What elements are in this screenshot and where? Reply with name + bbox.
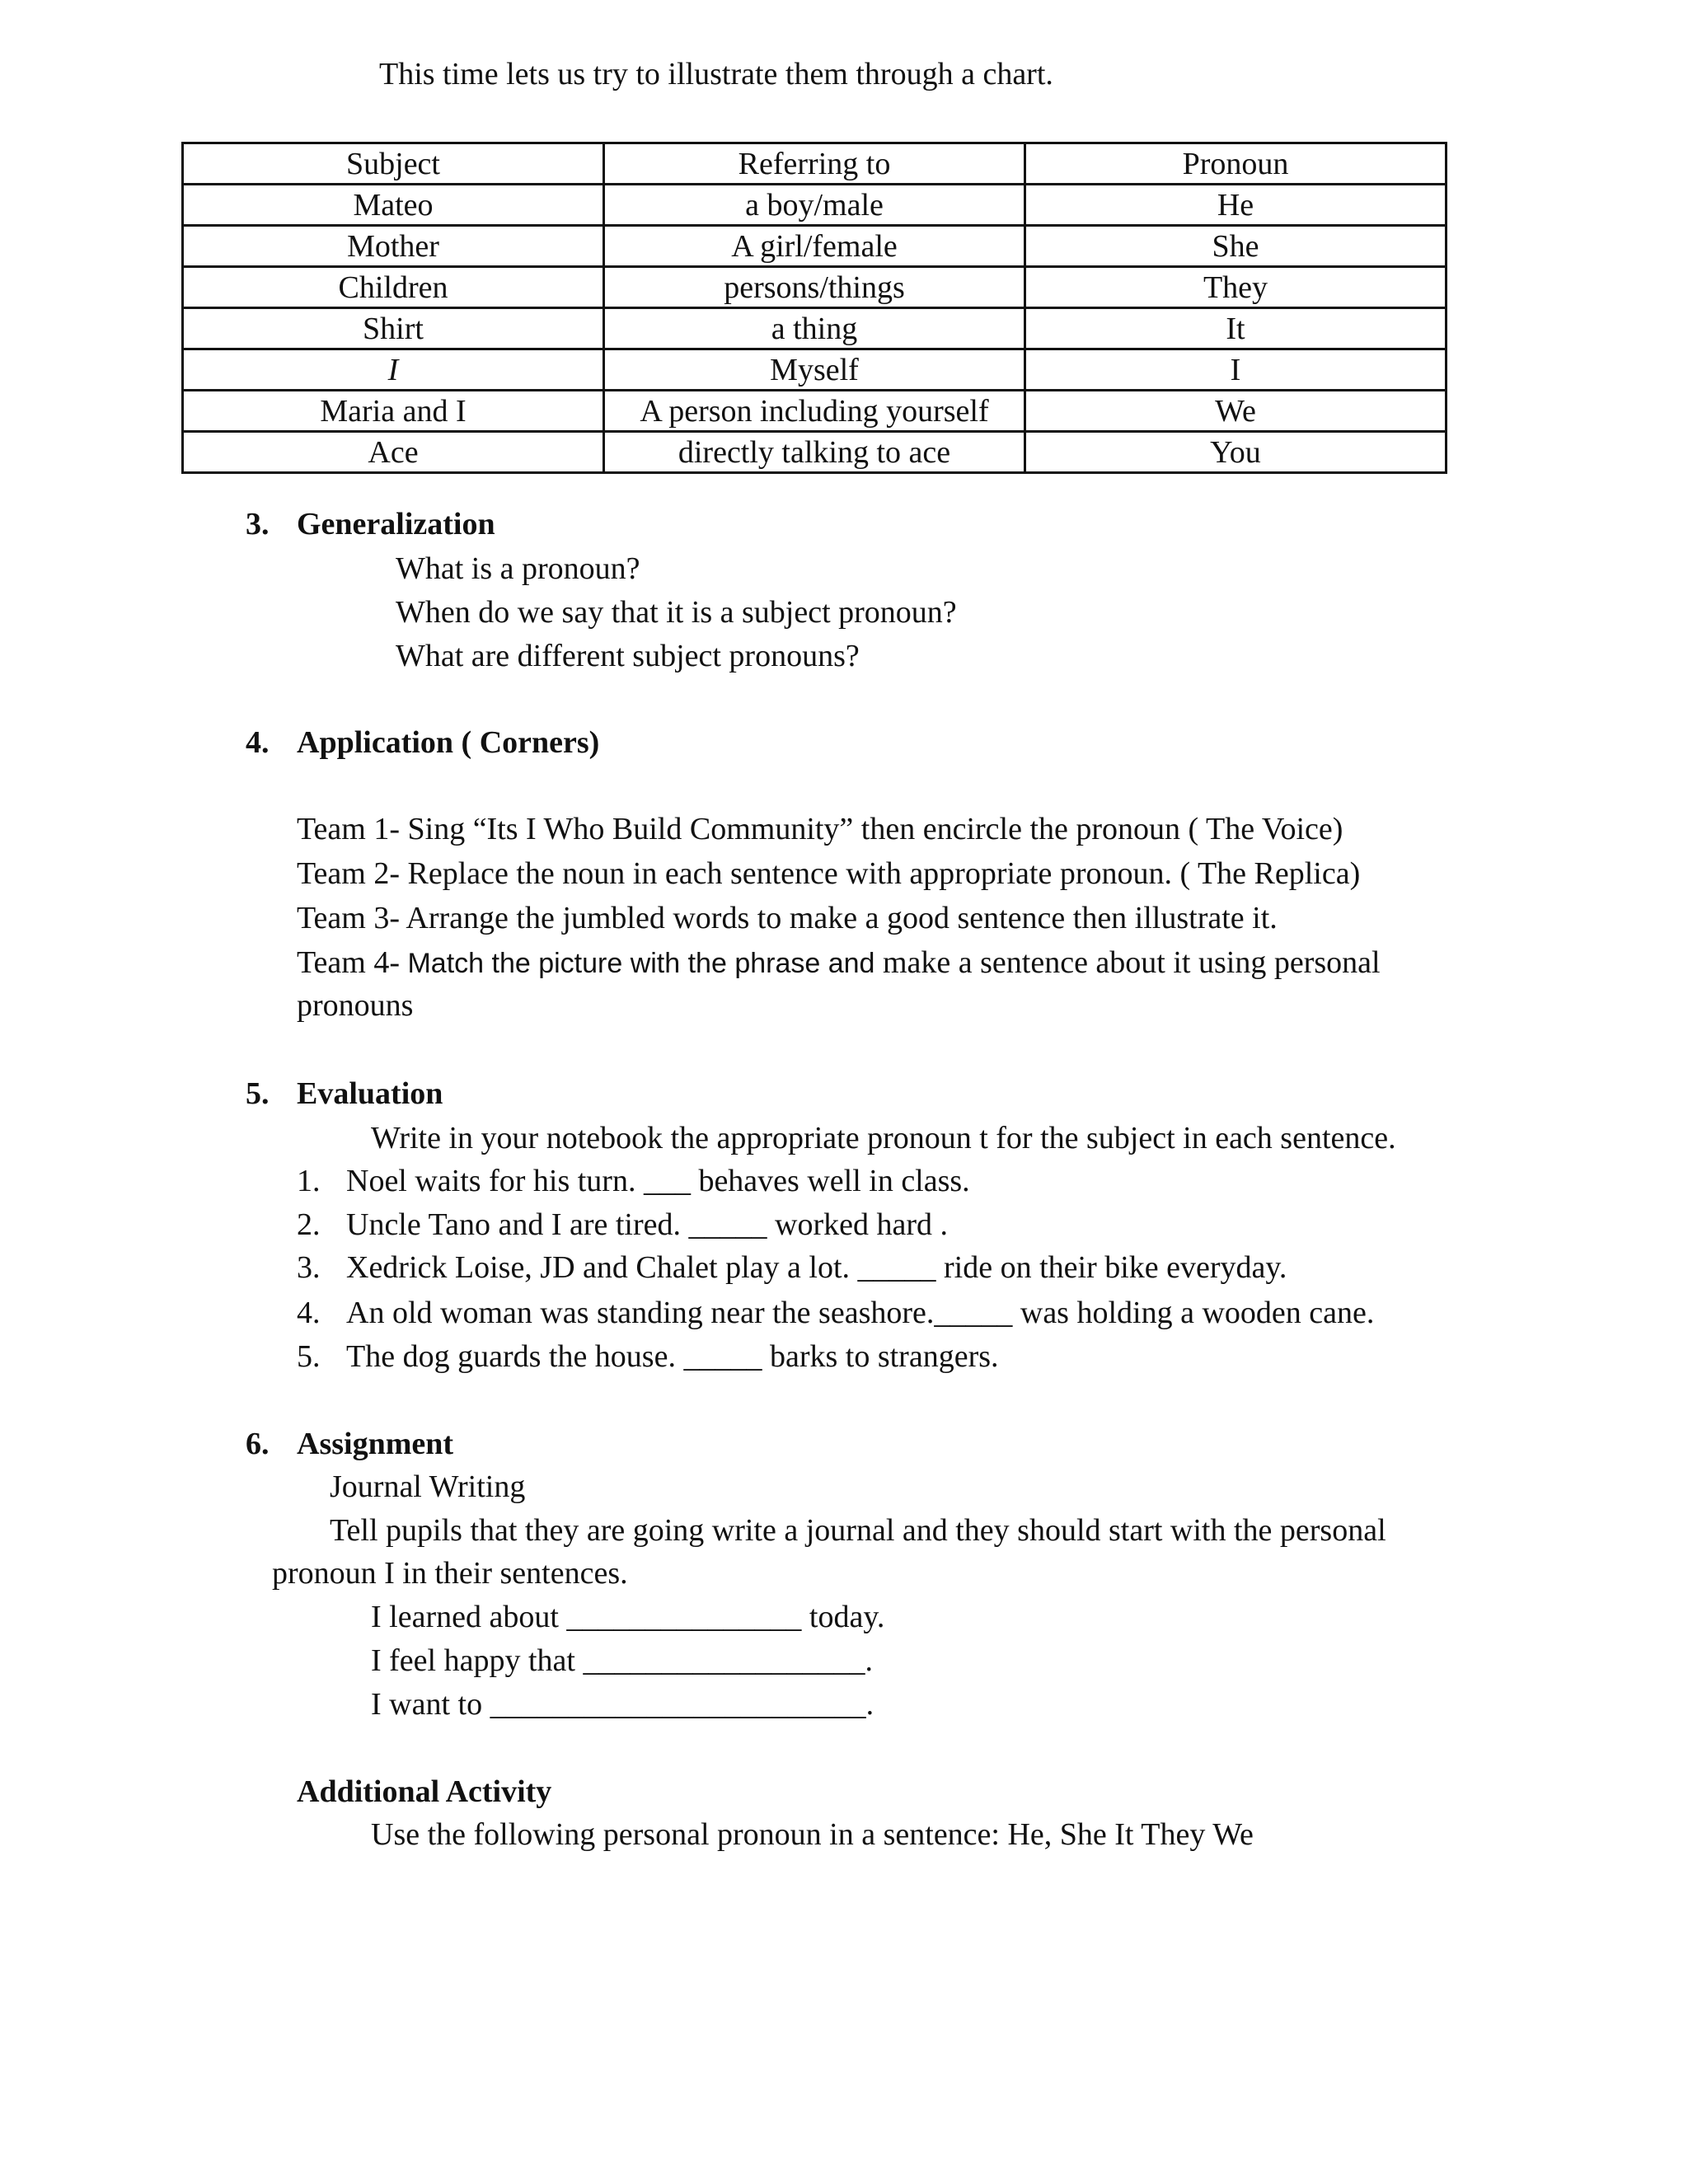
chart-cell: Children: [183, 267, 604, 308]
chart-row: [183, 391, 1447, 432]
chart-cell: persons/things: [604, 267, 1025, 308]
chart-cell: Mother: [183, 226, 604, 267]
assignment-line: Tell pupils that they are going write a journal and they should start with the personal: [330, 1513, 1386, 1548]
chart-cell: They: [1025, 267, 1447, 308]
chart-row: [183, 267, 1447, 308]
team-line: [297, 941, 1381, 985]
chart-cell: It: [1025, 308, 1447, 349]
evaluation-item: An old woman was standing near the seashore._____ was holding a wooden cane.: [346, 1296, 1375, 1330]
chart-row: [183, 308, 1447, 349]
chart-cell: Myself: [604, 349, 1025, 391]
chart-cell: A girl/female: [604, 226, 1025, 267]
section-number: 5.: [246, 1076, 270, 1111]
chart-cell: a thing: [604, 308, 1025, 349]
team4-sans-text: Match the picture with the phrase and: [400, 948, 875, 979]
section-title-evaluation: Evaluation: [297, 1076, 443, 1111]
item-number: 3.: [297, 1250, 321, 1285]
additional-text: Use the following personal pronoun in a sentence: He, She It They We: [371, 1817, 1254, 1852]
section-number: 6.: [246, 1427, 270, 1461]
chart-header-row: [183, 143, 1447, 185]
chart-cell: We: [1025, 391, 1447, 432]
team-line-continuation: pronouns: [297, 988, 414, 1023]
team-line: Team 3- Arrange the jumbled words to make a good sentence then illustrate it.: [297, 901, 1278, 935]
chart-cell: A person including yourself: [604, 391, 1025, 432]
question-line: When do we say that it is a subject pronoun?: [396, 595, 957, 630]
team-line: Team 2- Replace the noun in each sentence with appropriate pronoun. ( The Replica): [297, 856, 1361, 891]
chart-cell: Shirt: [183, 308, 604, 349]
chart-cell: You: [1025, 432, 1447, 473]
section-title-generalization: Generalization: [297, 507, 495, 541]
assignment-subtitle: Journal Writing: [330, 1469, 526, 1504]
pronoun-chart: [181, 142, 1447, 474]
chart-header-cell: Subject: [183, 143, 604, 185]
journal-prompt: I learned about _______________ today.: [371, 1600, 885, 1634]
section-title-additional: Additional Activity: [297, 1774, 552, 1809]
chart-header-cell: Pronoun: [1025, 143, 1447, 185]
team4-rest: make a sentence about it using personal: [874, 945, 1381, 980]
section-title-application: Application ( Corners): [297, 725, 600, 760]
chart-cell: I: [183, 349, 604, 391]
assignment-line: pronoun I in their sentences.: [272, 1556, 628, 1591]
team-line: Team 1- Sing “Its I Who Build Community” then encircle the pronoun ( The Voice): [297, 812, 1343, 846]
question-line: What is a pronoun?: [396, 551, 640, 586]
chart-cell: Ace: [183, 432, 604, 473]
evaluation-item: The dog guards the house. _____ barks to strangers.: [346, 1339, 999, 1374]
item-number: 5.: [297, 1339, 321, 1374]
chart-header-cell: Referring to: [604, 143, 1025, 185]
evaluation-item: Uncle Tano and I are tired. _____ worked hard .: [346, 1207, 948, 1242]
chart-cell: I: [1025, 349, 1447, 391]
evaluation-item: Noel waits for his turn. ___ behaves well in class.: [346, 1164, 970, 1198]
chart-cell: directly talking to ace: [604, 432, 1025, 473]
journal-prompt: I want to ________________________.: [371, 1687, 874, 1722]
intro-text: This time lets us try to illustrate them through a chart.: [379, 57, 1053, 91]
evaluation-instruction: Write in your notebook the appropriate pronoun t for the subject in each sentence.: [371, 1121, 1396, 1155]
item-number: 4.: [297, 1296, 321, 1330]
chart-cell: Maria and I: [183, 391, 604, 432]
chart-cell: She: [1025, 226, 1447, 267]
chart-cell: Mateo: [183, 185, 604, 226]
chart-row: [183, 432, 1447, 473]
chart-row: [183, 226, 1447, 267]
chart-row: [183, 185, 1447, 226]
chart-row: [183, 349, 1447, 391]
chart-cell: a boy/male: [604, 185, 1025, 226]
evaluation-item: Xedrick Loise, JD and Chalet play a lot. _____ ride on their bike everyday.: [346, 1250, 1287, 1285]
item-number: 2.: [297, 1207, 321, 1242]
section-title-assignment: Assignment: [297, 1427, 454, 1461]
section-number: 3.: [246, 507, 270, 541]
journal-prompt: I feel happy that __________________.: [371, 1643, 873, 1678]
team4-prefix: Team 4-: [297, 945, 401, 980]
section-number: 4.: [246, 725, 270, 760]
item-number: 1.: [297, 1164, 321, 1198]
question-line: What are different subject pronouns?: [396, 639, 860, 673]
chart-cell: He: [1025, 185, 1447, 226]
